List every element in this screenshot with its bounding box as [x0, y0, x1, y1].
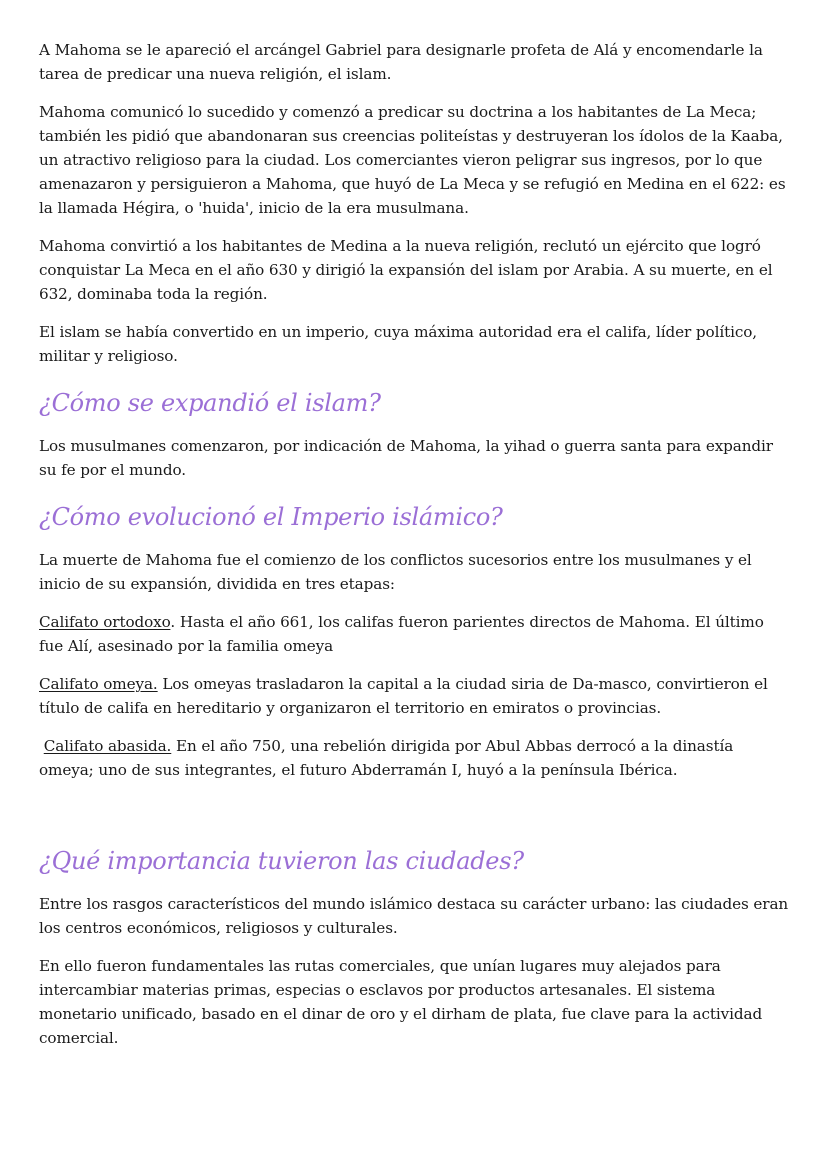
- heading-expansion: ¿Cómo se expandió el islam?: [39, 389, 381, 417]
- stage-umayyad-text: Los omeyas trasladaron la capital a la ciudad siria de Da-masco, convirtieron el título de califa en hereditario y organizaron el territorio en emiratos o provincias.: [39, 675, 768, 717]
- paragraph-urban: Entre los rasgos característicos del mundo islámico destaca su carácter urbano: las ciudades eran los centros económicos, religiosos y culturales.: [39, 895, 789, 937]
- stage-abbasid-text: En el año 750, una rebelión dirigida por Abul Abbas derrocó a la dinastía omeya; uno de sus integrantes, el futuro Abderramán I, huyó a la península Ibérica.: [39, 737, 734, 779]
- document-page: [39, 38, 791, 1064]
- stage-abbasid-title: Califato abasida.: [43, 737, 172, 755]
- heading-evolution: ¿Cómo evolucionó el Imperio islámico?: [39, 503, 503, 531]
- stage-umayyad: [39, 672, 791, 720]
- stage-orthodox: [39, 610, 791, 658]
- stage-orthodox-title: Califato ortodoxo: [39, 613, 171, 631]
- paragraph-yihad: Los musulmanes comenzaron, por indicación de Mahoma, la yihad o guerra santa para expandir su fe por el mundo.: [39, 437, 773, 479]
- heading-cities: ¿Qué importancia tuvieron las ciudades?: [39, 847, 524, 875]
- paragraph-revelation: A Mahoma se le apareció el arcángel Gabriel para designarle profeta de Alá y encomendarle la tarea de predicar una nueva religión, el islam.: [39, 41, 763, 83]
- paragraph-conquest: Mahoma convirtió a los habitantes de Medina a la nueva religión, reclutó un ejército que logró conquistar La Meca en el año 630 y dirigió la expansión del islam por Arabia. A su muerte, en el 632, dominaba toda la región.: [39, 237, 773, 303]
- stage-orthodox-text: . Hasta el año 661, los califas fueron parientes directos de Mahoma. El último fue Alí, asesinado por la familia omeya: [39, 613, 764, 655]
- stage-umayyad-title: Califato omeya.: [39, 675, 158, 693]
- paragraph-hegira: Mahoma comunicó lo sucedido y comenzó a predicar su doctrina a los habitantes de La Meca; también les pidió que abandonaran sus creencias politeístas y destruyeran los ídolos de la Kaaba, un atractivo religioso para la ciudad. Los comerciantes vieron peligrar sus ingresos, por lo que amenazaron y persiguieron a Mahoma, que huyó de La Meca y se refugió en Medina en el 622: es la llamada Hégira, o 'huida', inicio de la era musulmana.: [39, 103, 786, 217]
- stage-abbasid: [39, 734, 791, 782]
- paragraph-succession: La muerte de Mahoma fue el comienzo de los conflictos sucesorios entre los musulmanes y el inicio de su expansión, dividida en tres etapas:: [39, 551, 752, 593]
- paragraph-caliph: El islam se había convertido en un imperio, cuya máxima autoridad era el califa, líder político, militar y religioso.: [39, 323, 758, 365]
- paragraph-trade: En ello fueron fundamentales las rutas comerciales, que unían lugares muy alejados para intercambiar materias primas, especias o esclavos por productos artesanales. El sistema monetario unificado, basado en el dinar de oro y el dirham de plata, fue clave para la actividad comercial.: [39, 957, 763, 1047]
